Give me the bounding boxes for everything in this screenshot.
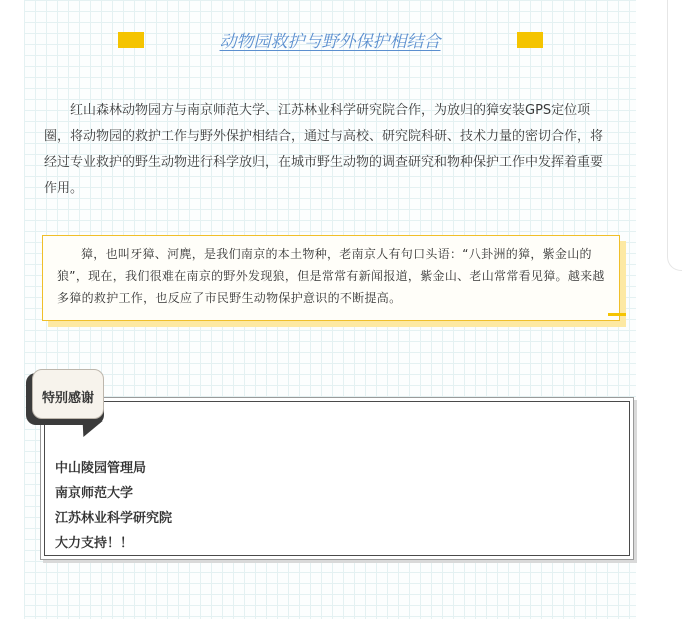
- title-accent-right: [517, 32, 543, 48]
- title-accent-left: [118, 32, 144, 48]
- thanks-badge: [26, 369, 110, 439]
- intro-paragraph: 红山森林动物园方与南京师范大学、江苏林业科学研究院合作，为放归的獐安装GPS定位项圈，将动物园的救护工作与野外保护相结合，通过与高校、研究院科研、技术力量的密切合作，将经过专业救护的野生动物进行科学放归，在城市野生动物的调查研究和物种保护工作中发挥着重要作用。: [44, 103, 604, 196]
- badge-label: 特别感谢: [41, 391, 94, 406]
- quote-accent-dash: [608, 313, 626, 316]
- title-bar: [0, 24, 682, 56]
- thanks-item: 大力支持！！: [55, 536, 134, 551]
- quote-box: [42, 235, 620, 321]
- thanks-item: 江苏林业科学研究院: [55, 511, 173, 526]
- thanks-frame: [40, 397, 634, 560]
- thanks-inner-border: [44, 401, 630, 556]
- page-title[interactable]: 动物园救护与野外保护相结合: [219, 32, 441, 52]
- thanks-item: 中山陵园管理局: [55, 461, 147, 476]
- quote-text: 獐，也叫牙獐、河麂，是我们南京的本土物种，老南京人有句口头语：“八卦洲的獐，紫金山的狼”，现在，我们很难在南京的野外发现狼，但是常常有新闻报道，紫金山、老山常常看见獐。越来越多獐的救护工作，也反应了市民野生动物保护意识的不断提高。: [57, 247, 605, 305]
- thanks-item: 南京师范大学: [55, 486, 134, 501]
- thanks-list: [55, 456, 172, 556]
